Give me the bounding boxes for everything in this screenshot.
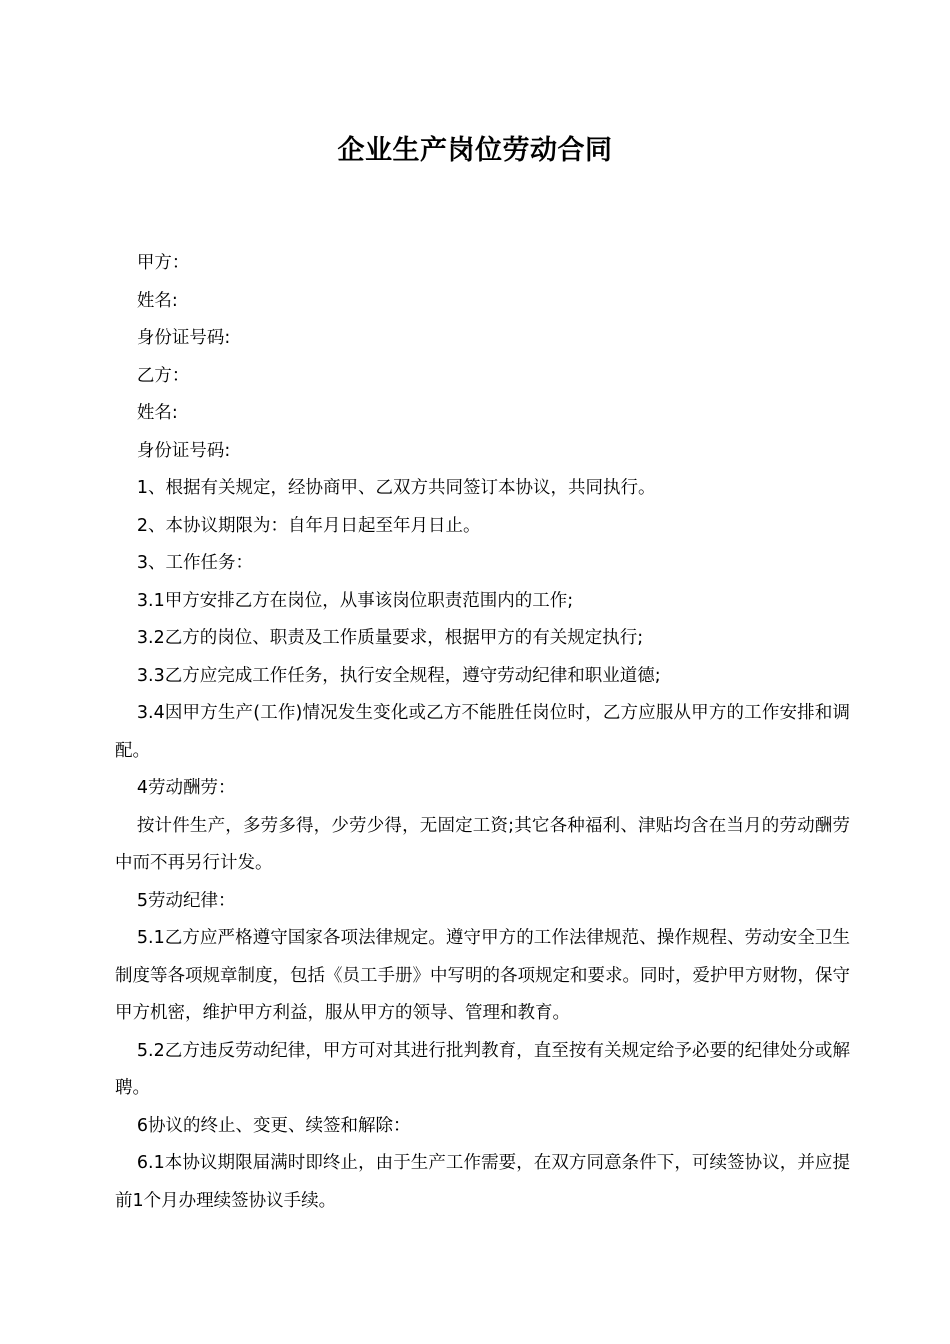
clause-3-4: 3.4因甲方生产(工作)情况发生变化或乙方不能胜任岗位时，乙方应服从甲方的工作安排和调配。 xyxy=(115,703,850,761)
clause-4-body: 按计件生产，多劳多得，少劳少得，无固定工资;其它各种福利、津贴均含在当月的劳动酬劳中而不再另行计发。 xyxy=(115,815,850,873)
clause-3-heading: 3、工作任务： xyxy=(136,553,254,573)
party-a-label: 甲方： xyxy=(136,253,190,273)
clause-4-heading: 4劳动酬劳： xyxy=(136,778,236,798)
party-b-label: 乙方： xyxy=(136,365,190,386)
clause-5-2: 5.2乙方违反劳动纪律，甲方可对其进行批判教育，直至按有关规定给予必要的纪律处分或解聘。 xyxy=(115,1040,850,1098)
clause-3-1: 3.1甲方安排乙方在岗位，从事该岗位职责范围内的工作; xyxy=(136,590,574,611)
clause-6-1: 6.1本协议期限届满时即终止，由于生产工作需要，在双方同意条件下，可续签协议，并应提前1个月办理续签协议手续。 xyxy=(115,1153,850,1211)
document-title: 企业生产岗位劳动合同 xyxy=(337,135,613,166)
party-b-name-field: 姓名: xyxy=(136,403,178,423)
party-a-name-field: 姓名: xyxy=(136,290,178,311)
clause-3-3: 3.3乙方应完成工作任务，执行安全规程，遵守劳动纪律和职业道德; xyxy=(136,665,661,686)
clause-6-heading: 6协议的终止、变更、续签和解除： xyxy=(136,1115,411,1136)
party-a-id-field: 身份证号码: xyxy=(136,328,231,348)
clause-1: 1、根据有关规定，经协商甲、乙双方共同签订本协议，共同执行。 xyxy=(136,478,656,498)
clause-5-heading: 5劳动纪律： xyxy=(136,890,236,911)
clause-2: 2、本协议期限为：自年月日起至年月日止。 xyxy=(136,515,481,536)
party-b-id-field: 身份证号码: xyxy=(136,440,231,461)
clause-3-2: 3.2乙方的岗位、职责及工作质量要求，根据甲方的有关规定执行; xyxy=(136,628,644,648)
clause-5-1: 5.1乙方应严格遵守国家各项法律规定。遵守甲方的工作法律规范、操作规程、劳动安全卫生制度等各项规章制度，包括《员工手册》中写明的各项规定和要求。同时，爱护甲方财物，保守甲方机密，维护甲方利益，服从甲方的领导、管理和教育。 xyxy=(115,928,850,1023)
document-body xyxy=(115,245,850,1220)
